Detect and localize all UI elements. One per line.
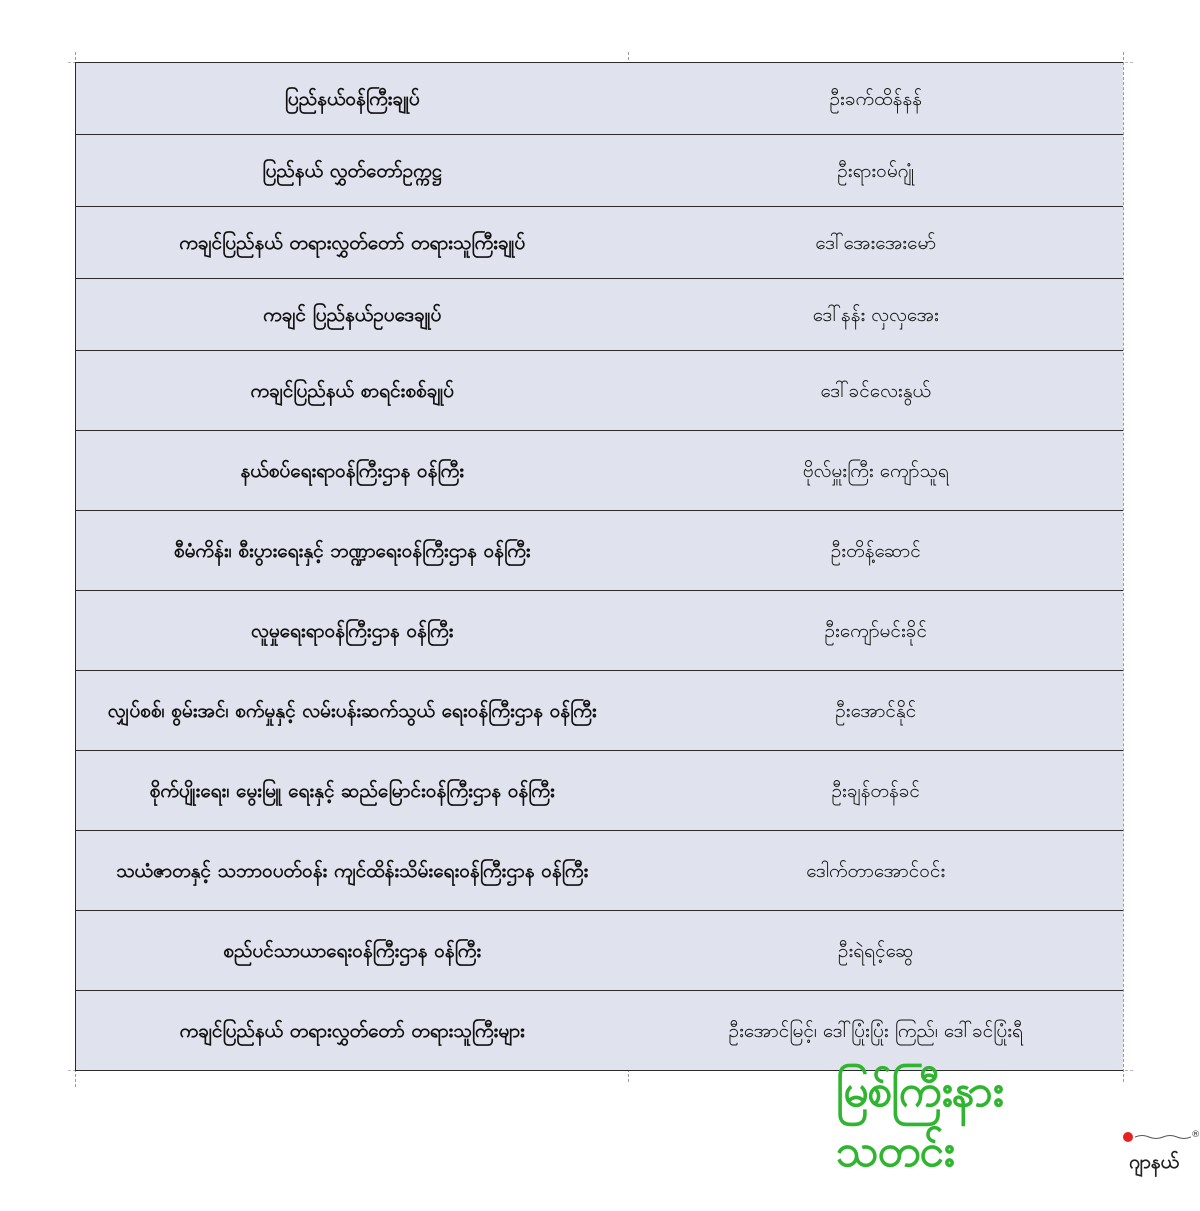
logo-side	[1121, 1122, 1200, 1182]
position-cell: လူမှုရေးရာဝန်ကြီးဌာန ဝန်ကြီး	[76, 591, 629, 671]
name-cell: ဦးကျော်မင်းခိုင်	[629, 591, 1124, 671]
position-cell: စည်ပင်သာယာရေးဝန်ကြီးဌာန ဝန်ကြီး	[76, 911, 629, 991]
table-row	[76, 207, 1124, 279]
table-row	[76, 431, 1124, 511]
publisher-logo	[836, 1062, 1200, 1182]
table-row	[76, 511, 1124, 591]
cabinet-table	[75, 62, 1123, 1071]
position-cell: လျှပ်စစ်၊ စွမ်းအင်၊ စက်မှုနှင့် လမ်းပန်းဆက်သွယ် ရေးဝန်ကြီးဌာန ဝန်ကြီး	[76, 671, 629, 751]
position-cell: ကချင်ပြည်နယ် တရားလွှတ်တော် တရားသူကြီးချုပ်	[76, 207, 629, 279]
table-row	[76, 351, 1124, 431]
name-cell: ဦးရဲရင့်ဆွေ	[629, 911, 1124, 991]
position-cell: ကချင် ပြည်နယ်ဥပဒေချုပ်	[76, 279, 629, 351]
name-cell: ဒေါ်ခင်လေးနွယ်	[629, 351, 1124, 431]
table-row	[76, 671, 1124, 751]
logo-main-text: မြစ်ကြီးနားသတင်း	[836, 1066, 1003, 1177]
guide-line-right	[1123, 52, 1124, 1082]
name-cell: ဦးခက်ထိန်နန်	[629, 63, 1124, 135]
logo-sub-text: ဂျာနယ်	[1129, 1151, 1180, 1173]
table-row	[76, 63, 1124, 135]
table-row	[76, 911, 1124, 991]
name-cell: ဒေါက်တာအောင်ဝင်း	[629, 831, 1124, 911]
table-row	[76, 279, 1124, 351]
table-row	[76, 591, 1124, 671]
position-cell: ကချင်ပြည်နယ် စာရင်းစစ်ချုပ်	[76, 351, 629, 431]
logo-wave-icon	[1135, 1134, 1191, 1140]
position-cell: ပြည်နယ် လွှတ်တော်ဥက္ကဋ္ဌ	[76, 135, 629, 207]
position-cell: နယ်စပ်ရေးရာဝန်ကြီးဌာန ဝန်ကြီး	[76, 431, 629, 511]
name-cell: ဦးတိန့်ဆောင်	[629, 511, 1124, 591]
position-cell: ကချင်ပြည်နယ် တရားလွှတ်တော် တရားသူကြီးများ	[76, 991, 629, 1071]
registered-icon: ®	[1191, 1130, 1200, 1140]
position-cell: သယံဇာတနှင့် သဘာဝပတ်ဝန်း ကျင်ထိန်းသိမ်းရေးဝန်ကြီးဌာန ဝန်ကြီး	[76, 831, 629, 911]
cabinet-table-body	[76, 63, 1124, 1071]
name-cell: ဒေါ်အေးအေးမော်	[629, 207, 1124, 279]
name-cell: ဗိုလ်မှူးကြီး ကျော်သူရ	[629, 431, 1124, 511]
table-row	[76, 135, 1124, 207]
position-cell: ပြည်နယ်ဝန်ကြီးချုပ်	[76, 63, 629, 135]
table-row	[76, 991, 1124, 1071]
logo-dot-icon	[1123, 1132, 1133, 1142]
name-cell: ဦးချန်တန်ခင်	[629, 751, 1124, 831]
name-cell: ဦးရားဝမ်ဂျုံ	[629, 135, 1124, 207]
name-cell: ဦးအောင်မြင့်၊ ဒေါ်ပြုံးပြုံး ကြည်၊ ဒေါ်ခင်ပြုံးရီ	[629, 991, 1124, 1071]
name-cell: ဒေါ်နန်း လှလှအေး	[629, 279, 1124, 351]
table-row	[76, 751, 1124, 831]
table-row	[76, 831, 1124, 911]
position-cell: စီမံကိန်း၊ စီးပွားရေးနှင့် ဘဏ္ဍာရေးဝန်ကြီးဌာန ဝန်ကြီး	[76, 511, 629, 591]
position-cell: စိုက်ပျိုးရေး၊ မွေးမြူ ရေးနှင့် ဆည်မြောင်းဝန်ကြီးဌာန ဝန်ကြီး	[76, 751, 629, 831]
name-cell: ဦးအောင်နိုင်	[629, 671, 1124, 751]
